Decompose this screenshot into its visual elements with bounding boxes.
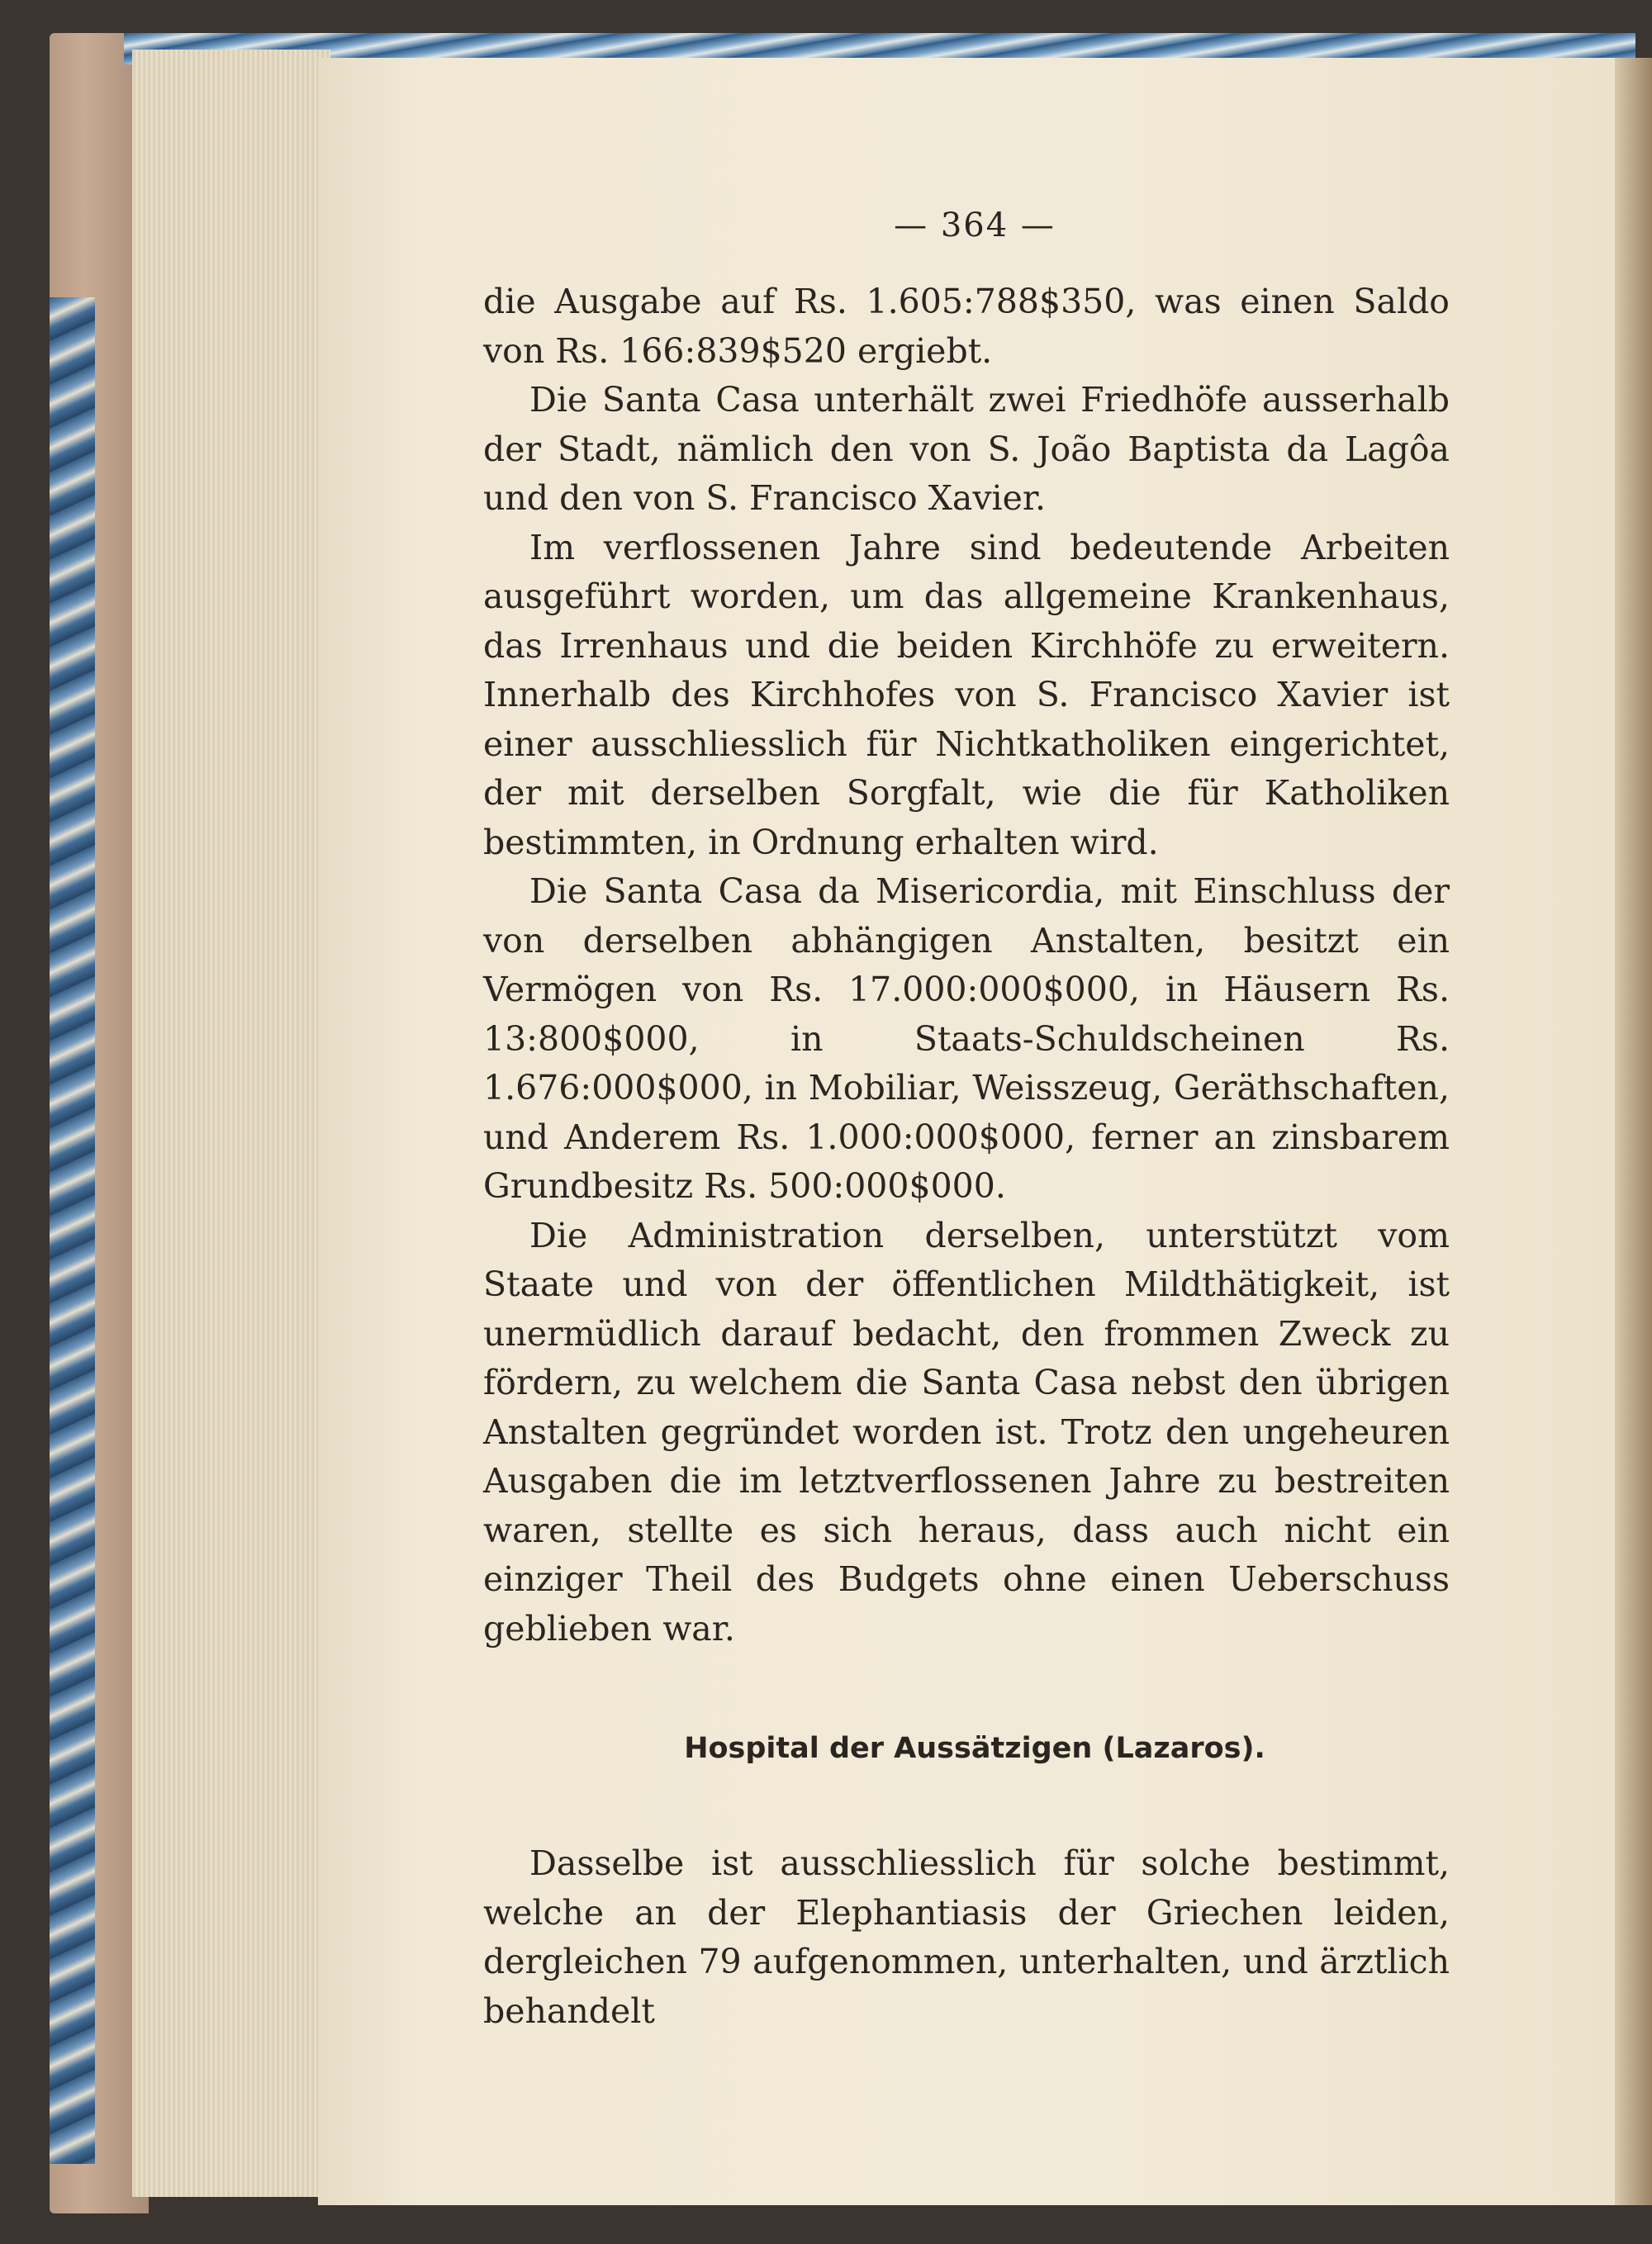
section-heading: Hospital der Aussätzigen (Lazaros). [684, 1732, 1265, 1765]
page-content [483, 206, 1450, 2036]
paragraph-continuation: die Ausgabe auf Rs. 1.605:788$350, was einen Saldo von Rs. 166:839$520 ergiebt. [483, 282, 1450, 371]
paragraph-assets: Die Santa Casa da Misericordia, mit Einschluss der von derselben abhängigen Anstalten, besitzt ein Vermögen von Rs. 17.000:000$000, in Häusern Rs. 13:800$000, in Staats-Schuldscheinen Rs. 1.676:000$000, in Mobiliar, Weisszeug, Geräthschaften, und Anderem Rs. 1.000:000$000, ferner an zinsbarem Grundbesitz Rs. 500:000$000. [483, 871, 1450, 1206]
facing-page-edge [1615, 58, 1652, 2205]
paragraph-cemeteries: Die Santa Casa unterhält zwei Friedhöfe ausserhalb der Stadt, nämlich den von S. João Baptista da Lagôa und den von S. Francisco Xavier. [483, 380, 1450, 518]
marbled-cover-edge [50, 297, 95, 2164]
paragraph-hospital: Dasselbe ist ausschliesslich für solche bestimmt, welche an der Elephantiasis der Griechen leiden, dergleichen 79 aufgenommen, unterhalten, und ärztlich behandelt [483, 1843, 1450, 2031]
paragraph-works: Im verflossenen Jahre sind bedeutende Arbeiten ausgeführt worden, um das allgemeine Krankenhaus, das Irrenhaus und die beiden Kirchhöfe zu erweitern. Innerhalb des Kirchhofes von S. Francisco Xavier ist einer ausschliesslich für Nichtkatholiken eingerichtet, der mit derselben Sorgfalt, wie die für Katholiken bestimmten, in Ordnung erhalten wird. [483, 527, 1450, 862]
paragraph-administration: Die Administration derselben, unterstützt vom Staate und von der öffentlichen Mildthätigkeit, ist unermüdlich darauf bedacht, den frommen Zweck zu fördern, zu welchem die Santa Casa nebst den übrigen Anstalten gegründet worden ist. Trotz den ungeheuren Ausgaben die im letztverflossenen Jahre zu bestreiten waren, stellte es sich heraus, dass auch nicht ein einziger Theil des Budgets ohne einen Ueberschuss geblieben war. [483, 1215, 1450, 1649]
page-stack-edge [132, 50, 330, 2197]
page-number: — 364 — [894, 206, 1056, 244]
